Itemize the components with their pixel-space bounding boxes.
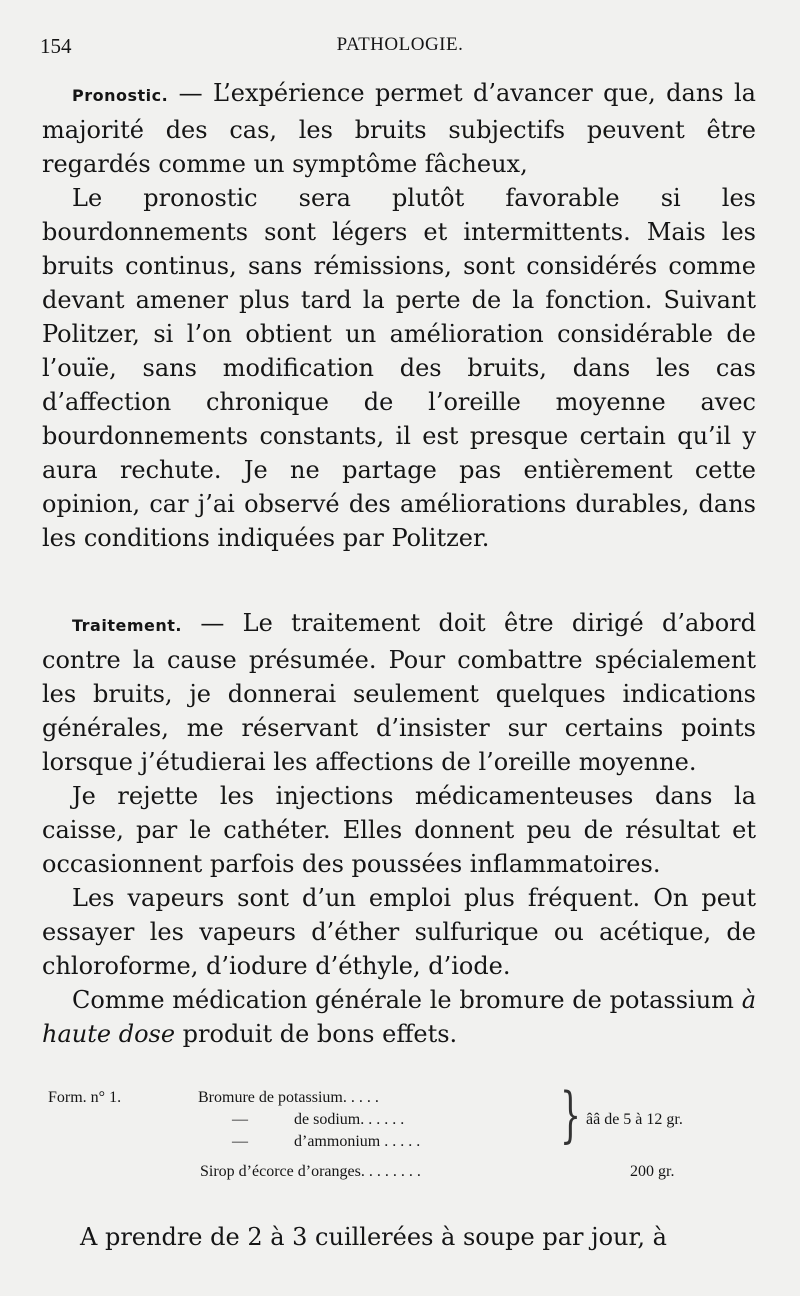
- formula-line-2: de sodium. . . . . .: [294, 1111, 405, 1128]
- formula-line-1: Bromure de potassium. . . . .: [198, 1089, 379, 1106]
- pronostic-heading: Pronostic.: [72, 86, 169, 105]
- formula-line-3: d’ammonium . . . . .: [294, 1133, 421, 1150]
- formula-line-4: Sirop d’écorce d’oranges. . . . . . . .: [200, 1163, 421, 1180]
- prescription-formula: [48, 1080, 760, 1195]
- traitement-text-1: — Le traitement doit être dirigé d’abord contre la cause présumée. Pour combattre spécialement les bruits, je donnerai seulement quelques indications générales, me réservant d’insister sur certains points lorsque j’étudierai les affections de l’oreille moyenne.: [42, 609, 756, 776]
- formula-label: Form. n° 1.: [48, 1089, 122, 1106]
- formula-dash-3: —: [232, 1133, 248, 1150]
- closing-line: A prendre de 2 à 3 cuillerées à soupe par jour, à: [80, 1223, 667, 1251]
- formula-dash-2: —: [232, 1111, 248, 1128]
- traitement-text-4a: Comme médication générale le bromure de potassium: [72, 986, 742, 1014]
- page-header: [40, 34, 760, 62]
- page-number: 154: [40, 34, 72, 58]
- formula-dose: ââ de 5 à 12 gr.: [586, 1111, 683, 1128]
- formula-brace: }: [560, 1080, 582, 1150]
- traitement-section: [42, 606, 756, 1051]
- traitement-paragraph-4: [42, 983, 756, 1051]
- pronostic-section: [42, 76, 756, 555]
- traitement-paragraph-1: [42, 606, 756, 779]
- traitement-heading: Traitement.: [72, 616, 182, 635]
- running-title: PATHOLOGIE.: [336, 34, 464, 55]
- traitement-text-4b: produit de bons effets.: [175, 1020, 458, 1048]
- traitement-paragraph-2: Je rejette les injections médicamenteuses dans la caisse, par le cathéter. Elles donnent peu de résultat et occasionnent parfois des poussées inflammatoires.: [42, 782, 756, 878]
- traitement-text-4-italic: à haute dose: [42, 986, 756, 1048]
- traitement-paragraph-3: Les vapeurs sont d’un emploi plus fréquent. On peut essayer les vapeurs d’éther sulfurique ou acétique, de chloroforme, d’iodure d’éthyle, d’iode.: [42, 884, 756, 980]
- pronostic-paragraph-1: [42, 76, 756, 181]
- formula-line-4-amount: 200 gr.: [630, 1163, 675, 1180]
- pronostic-paragraph-2: Le pronostic sera plutôt favorable si les bourdonnements sont légers et intermittents. Mais les bruits continus, sans rémissions, sont considérés comme devant amener plus tard la perte de la fonction. Suivant Politzer, si l’on obtient un amélioration considérable de l’ouïe, sans modification des bruits, dans les cas d’affection chronique de l’oreille moyenne avec bourdonnements constants, il est presque certain qu’il y aura rechute. Je ne partage pas entièrement cette opinion, car j’ai observé des améliorations durables, dans les conditions indiquées par Politzer.: [42, 184, 756, 552]
- pronostic-text-1: — L’expérience permet d’avancer que, dans la majorité des cas, les bruits subjectifs peuvent être regardés comme un symptôme fâcheux,: [42, 79, 756, 178]
